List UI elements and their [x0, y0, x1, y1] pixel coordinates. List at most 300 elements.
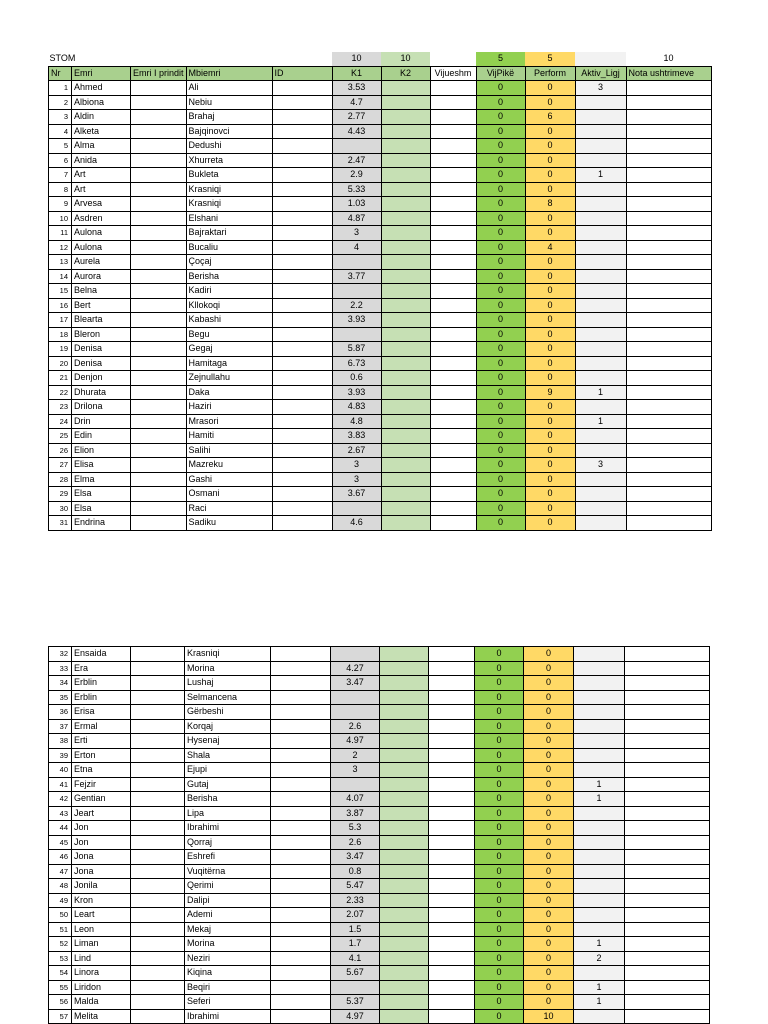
cell-aktiv: [574, 705, 625, 720]
cell-aktiv: 3: [575, 458, 626, 473]
cell-vijpike: 0: [475, 879, 524, 894]
cell-perform: 0: [525, 371, 575, 386]
cell-nr: 19: [49, 342, 72, 357]
cell-mbiemri: Xhurreta: [186, 153, 272, 168]
cell-vijueshm: [430, 400, 476, 415]
cell-k2: [380, 661, 429, 676]
table-row: [49, 748, 710, 763]
cell-perform: 0: [524, 676, 574, 691]
cell-perform: 0: [525, 139, 575, 154]
table-row: [49, 951, 710, 966]
grades-table-page-2: [48, 646, 710, 1024]
cell-emri-prindit: [131, 472, 187, 487]
cell-k2: [380, 690, 429, 705]
cell-vijueshm: [430, 443, 476, 458]
cell-vijpike: 0: [475, 647, 524, 662]
cell-emri: Drin: [72, 414, 131, 429]
cell-k1: [331, 647, 380, 662]
cell-nr: 11: [49, 226, 72, 241]
cell-vijueshm: [430, 168, 476, 183]
cell-id: [272, 429, 332, 444]
cell-id: [272, 487, 332, 502]
cell-emri: Blearta: [72, 313, 131, 328]
cell-k2: [380, 835, 429, 850]
cell-id: [271, 661, 331, 676]
cell-emri: Art: [72, 182, 131, 197]
cell-k2: [380, 806, 429, 821]
cell-k2: [381, 443, 430, 458]
table-row: [49, 777, 710, 792]
cell-nota: [626, 327, 711, 342]
cell-id: [271, 995, 331, 1010]
cell-emri: Erton: [72, 748, 131, 763]
table-row: [49, 937, 710, 952]
cell-mbiemri: Gutaj: [185, 777, 271, 792]
cell-k1: [332, 139, 381, 154]
cell-aktiv: 2: [574, 951, 625, 966]
cell-vijpike: 0: [476, 400, 525, 415]
cell-emri-prindit: [131, 385, 187, 400]
cell-k2: [381, 313, 430, 328]
cell-perform: 9: [525, 385, 575, 400]
cell-vijueshm: [429, 980, 475, 995]
cell-emri: Alma: [72, 139, 131, 154]
cell-id: [272, 414, 332, 429]
cell-emri-prindit: [131, 356, 187, 371]
cell-emri-prindit: [131, 821, 185, 836]
table-row: [49, 980, 710, 995]
cell-id: [271, 850, 331, 865]
cell-aktiv: [575, 269, 626, 284]
cell-nr: 51: [49, 922, 72, 937]
cell-vijueshm: [429, 835, 475, 850]
cell-nota: [625, 937, 710, 952]
cell-aktiv: [574, 850, 625, 865]
cell-perform: 0: [525, 487, 575, 502]
cell-vijueshm: [430, 516, 476, 531]
cell-aktiv: [575, 255, 626, 270]
cell-emri: Anida: [72, 153, 131, 168]
weight-perform: 5: [525, 52, 575, 66]
cell-vijpike: 0: [475, 792, 524, 807]
cell-aktiv: [575, 356, 626, 371]
cell-emri-prindit: [131, 153, 187, 168]
table-row: [49, 400, 712, 415]
cell-vijpike: 0: [476, 327, 525, 342]
table-row: [49, 95, 712, 110]
cell-k1: 4.07: [331, 792, 380, 807]
cell-id: [271, 980, 331, 995]
cell-id: [272, 458, 332, 473]
cell-aktiv: 1: [575, 385, 626, 400]
cell-nota: [625, 821, 710, 836]
table-row: [49, 168, 712, 183]
cell-emri-prindit: [131, 792, 185, 807]
cell-id: [272, 153, 332, 168]
cell-id: [272, 400, 332, 415]
cell-nota: [626, 516, 711, 531]
cell-nota: [626, 501, 711, 516]
cell-vijpike: 0: [475, 676, 524, 691]
cell-emri-prindit: [131, 966, 185, 981]
cell-mbiemri: Korqaj: [185, 719, 271, 734]
cell-k2: [380, 748, 429, 763]
cell-vijpike: 0: [476, 356, 525, 371]
cell-nota: [626, 110, 711, 125]
weights-row: [49, 52, 712, 66]
cell-vijueshm: [429, 937, 475, 952]
cell-k1: 5.3: [331, 821, 380, 836]
cell-vijueshm: [430, 197, 476, 212]
cell-nota: [625, 893, 710, 908]
cell-vijpike: 0: [476, 371, 525, 386]
cell-emri-prindit: [131, 980, 185, 995]
cell-aktiv: [575, 95, 626, 110]
cell-aktiv: [574, 908, 625, 923]
header-k1: K1: [332, 66, 381, 81]
cell-perform: 8: [525, 197, 575, 212]
cell-emri: Kron: [72, 893, 131, 908]
cell-mbiemri: Mazreku: [186, 458, 272, 473]
cell-nota: [626, 472, 711, 487]
cell-vijpike: 0: [476, 240, 525, 255]
cell-nr: 25: [49, 429, 72, 444]
cell-nota: [626, 371, 711, 386]
cell-emri-prindit: [131, 719, 185, 734]
cell-emri-prindit: [131, 327, 187, 342]
cell-id: [271, 821, 331, 836]
cell-id: [271, 763, 331, 778]
table-row: [49, 197, 712, 212]
cell-k1: 3.93: [332, 313, 381, 328]
cell-nota: [625, 676, 710, 691]
cell-k2: [381, 516, 430, 531]
cell-aktiv: 1: [574, 995, 625, 1010]
cell-k2: [381, 226, 430, 241]
cell-k2: [381, 501, 430, 516]
cell-k2: [380, 951, 429, 966]
cell-nota: [626, 211, 711, 226]
cell-perform: 0: [525, 95, 575, 110]
cell-emri: Fejzir: [72, 777, 131, 792]
cell-k1: 2.6: [331, 835, 380, 850]
cell-vijueshm: [430, 458, 476, 473]
cell-vijueshm: [429, 763, 475, 778]
table-row: [49, 705, 710, 720]
cell-id: [271, 690, 331, 705]
cell-emri-prindit: [131, 197, 187, 212]
cell-mbiemri: Ademi: [185, 908, 271, 923]
grades-table-page-1: [48, 52, 712, 531]
cell-aktiv: [574, 1009, 625, 1024]
cell-id: [272, 81, 332, 96]
cell-perform: 0: [524, 835, 574, 850]
cell-emri: Liman: [72, 937, 131, 952]
cell-vijueshm: [430, 327, 476, 342]
cell-nr: 54: [49, 966, 72, 981]
cell-aktiv: [574, 806, 625, 821]
cell-vijueshm: [430, 95, 476, 110]
weight-k2: 10: [381, 52, 430, 66]
cell-emri: Jon: [72, 821, 131, 836]
cell-aktiv: [574, 734, 625, 749]
cell-emri: Aulona: [72, 226, 131, 241]
cell-emri-prindit: [131, 1009, 185, 1024]
cell-nota: [625, 661, 710, 676]
cell-id: [272, 313, 332, 328]
cell-k1: 0.6: [332, 371, 381, 386]
cell-perform: 0: [524, 908, 574, 923]
cell-emri: Liridon: [72, 980, 131, 995]
cell-emri: Art: [72, 168, 131, 183]
cell-id: [271, 937, 331, 952]
cell-emri: Aurora: [72, 269, 131, 284]
cell-id: [272, 327, 332, 342]
cell-vijpike: 0: [475, 661, 524, 676]
cell-mbiemri: Krasniqi: [186, 197, 272, 212]
cell-k2: [381, 298, 430, 313]
cell-mbiemri: Dalipi: [185, 893, 271, 908]
cell-perform: 6: [525, 110, 575, 125]
cell-emri-prindit: [131, 676, 185, 691]
cell-vijueshm: [429, 966, 475, 981]
cell-nr: 55: [49, 980, 72, 995]
cell-emri: Dhurata: [72, 385, 131, 400]
cell-vijueshm: [430, 139, 476, 154]
cell-emri-prindit: [131, 850, 185, 865]
cell-nota: [626, 356, 711, 371]
cell-vijpike: 0: [476, 81, 525, 96]
cell-nr: 13: [49, 255, 72, 270]
cell-emri-prindit: [131, 240, 187, 255]
cell-id: [272, 269, 332, 284]
cell-vijueshm: [429, 806, 475, 821]
cell-nr: 21: [49, 371, 72, 386]
cell-nr: 7: [49, 168, 72, 183]
cell-vijpike: 0: [476, 269, 525, 284]
cell-nota: [626, 342, 711, 357]
cell-vijueshm: [429, 661, 475, 676]
cell-nr: 12: [49, 240, 72, 255]
cell-nr: 57: [49, 1009, 72, 1024]
cell-aktiv: 1: [574, 792, 625, 807]
cell-perform: 0: [524, 995, 574, 1010]
cell-emri-prindit: [131, 777, 185, 792]
cell-k2: [380, 850, 429, 865]
cell-nota: [626, 385, 711, 400]
cell-nr: 47: [49, 864, 72, 879]
cell-mbiemri: Kabashi: [186, 313, 272, 328]
table-row: [49, 792, 710, 807]
cell-vijpike: 0: [475, 850, 524, 865]
cell-vijpike: 0: [476, 124, 525, 139]
cell-perform: 0: [525, 226, 575, 241]
cell-k2: [381, 458, 430, 473]
cell-vijpike: 0: [476, 472, 525, 487]
cell-perform: 0: [525, 443, 575, 458]
cell-vijueshm: [429, 922, 475, 937]
cell-aktiv: [575, 313, 626, 328]
cell-aktiv: [574, 647, 625, 662]
cell-k2: [381, 182, 430, 197]
cell-vijpike: 0: [476, 414, 525, 429]
cell-emri: Albiona: [72, 95, 131, 110]
table-row: [49, 487, 712, 502]
cell-vijueshm: [429, 995, 475, 1010]
cell-perform: 0: [525, 327, 575, 342]
cell-mbiemri: Kadiri: [186, 284, 272, 299]
cell-emri: Elsa: [72, 501, 131, 516]
cell-vijueshm: [429, 821, 475, 836]
cell-emri: Elion: [72, 443, 131, 458]
cell-aktiv: [575, 516, 626, 531]
cell-id: [272, 371, 332, 386]
cell-vijpike: 0: [476, 110, 525, 125]
cell-aktiv: [575, 153, 626, 168]
cell-id: [272, 516, 332, 531]
cell-vijueshm: [430, 501, 476, 516]
cell-emri-prindit: [131, 995, 185, 1010]
cell-nota: [626, 153, 711, 168]
cell-vijueshm: [430, 182, 476, 197]
cell-vijueshm: [429, 792, 475, 807]
cell-nr: 17: [49, 313, 72, 328]
table-row: [49, 385, 712, 400]
cell-k1: 1.5: [331, 922, 380, 937]
cell-emri-prindit: [131, 835, 185, 850]
cell-k1: 4.7: [332, 95, 381, 110]
cell-vijueshm: [429, 893, 475, 908]
cell-emri-prindit: [131, 429, 187, 444]
cell-aktiv: [575, 110, 626, 125]
cell-k2: [381, 124, 430, 139]
table-row: [49, 240, 712, 255]
cell-emri-prindit: [131, 864, 185, 879]
cell-k2: [380, 676, 429, 691]
cell-perform: 0: [525, 414, 575, 429]
cell-emri-prindit: [131, 124, 187, 139]
cell-mbiemri: Kllokoqi: [186, 298, 272, 313]
table-row: [49, 472, 712, 487]
cell-emri: Leart: [72, 908, 131, 923]
cell-k2: [381, 356, 430, 371]
cell-id: [272, 110, 332, 125]
cell-k1: [331, 690, 380, 705]
cell-k1: [332, 255, 381, 270]
cell-nota: [625, 966, 710, 981]
header-perform: Perform: [525, 66, 575, 81]
cell-vijueshm: [429, 705, 475, 720]
cell-vijpike: 0: [476, 501, 525, 516]
table-row: [49, 676, 710, 691]
table-row: [49, 327, 712, 342]
cell-perform: 0: [525, 168, 575, 183]
cell-mbiemri: Nebiu: [186, 95, 272, 110]
cell-emri-prindit: [131, 806, 185, 821]
cell-k2: [380, 879, 429, 894]
cell-vijueshm: [430, 487, 476, 502]
cell-vijpike: 0: [475, 763, 524, 778]
cell-k2: [380, 1009, 429, 1024]
table-row: [49, 835, 710, 850]
cell-aktiv: [574, 966, 625, 981]
table-row: [49, 966, 710, 981]
cell-nr: 48: [49, 879, 72, 894]
cell-k2: [380, 893, 429, 908]
cell-emri: Denjon: [72, 371, 131, 386]
cell-vijpike: 0: [475, 777, 524, 792]
cell-nota: [625, 879, 710, 894]
header-mbiemri: Mbiemri: [186, 66, 272, 81]
table-row: [49, 182, 712, 197]
cell-perform: 0: [525, 356, 575, 371]
cell-vijueshm: [429, 951, 475, 966]
cell-perform: 0: [524, 719, 574, 734]
cell-k1: 4.6: [332, 516, 381, 531]
table-row: [49, 763, 710, 778]
cell-mbiemri: Salihi: [186, 443, 272, 458]
cell-mbiemri: Bukleta: [186, 168, 272, 183]
cell-vijpike: 0: [475, 995, 524, 1010]
cell-vijpike: 0: [476, 313, 525, 328]
cell-k2: [381, 211, 430, 226]
cell-aktiv: [574, 864, 625, 879]
cell-aktiv: 1: [574, 777, 625, 792]
cell-vijpike: 0: [475, 835, 524, 850]
cell-nota: [625, 763, 710, 778]
cell-emri: Endrina: [72, 516, 131, 531]
cell-k2: [380, 734, 429, 749]
cell-aktiv: [575, 501, 626, 516]
cell-k2: [381, 240, 430, 255]
cell-k2: [380, 864, 429, 879]
cell-mbiemri: Ibrahimi: [185, 821, 271, 836]
cell-perform: 0: [525, 458, 575, 473]
cell-k2: [381, 139, 430, 154]
cell-aktiv: [574, 763, 625, 778]
cell-emri: Jon: [72, 835, 131, 850]
cell-nota: [625, 995, 710, 1010]
cell-emri: Erisa: [72, 705, 131, 720]
cell-nota: [626, 81, 711, 96]
cell-vijpike: 0: [475, 922, 524, 937]
cell-vijueshm: [430, 356, 476, 371]
cell-emri-prindit: [131, 371, 187, 386]
cell-nota: [626, 197, 711, 212]
cell-id: [272, 472, 332, 487]
cell-emri-prindit: [131, 748, 185, 763]
cell-vijpike: 0: [476, 284, 525, 299]
cell-k2: [381, 269, 430, 284]
cell-vijueshm: [429, 777, 475, 792]
cell-vijpike: 0: [475, 908, 524, 923]
cell-nr: 28: [49, 472, 72, 487]
cell-vijpike: 0: [476, 298, 525, 313]
weight-nota: 10: [663, 53, 674, 63]
cell-nota: [625, 922, 710, 937]
cell-aktiv: [575, 327, 626, 342]
cell-perform: 0: [525, 153, 575, 168]
cell-nr: 35: [49, 690, 72, 705]
cell-emri: Jonila: [72, 879, 131, 894]
table-row: [49, 516, 712, 531]
cell-emri-prindit: [131, 661, 185, 676]
cell-aktiv: [575, 124, 626, 139]
cell-id: [272, 168, 332, 183]
cell-nr: 37: [49, 719, 72, 734]
cell-mbiemri: Mekaj: [185, 922, 271, 937]
cell-perform: 0: [525, 429, 575, 444]
